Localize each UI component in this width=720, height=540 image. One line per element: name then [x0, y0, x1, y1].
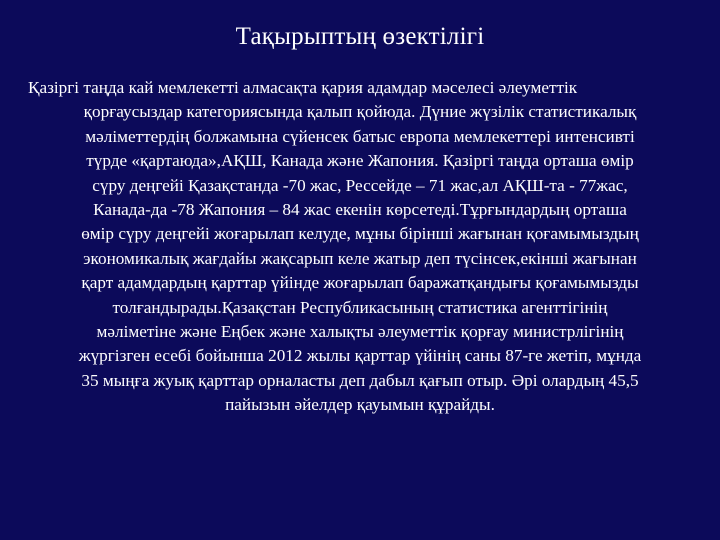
body-line: экономикалық жағдайы жақсарып келе жатыр деп түсінсек,екінші жағынан — [83, 248, 637, 268]
slide-title: Тақырыптың өзектілігі — [235, 23, 485, 50]
body-line: Қазіргі таңда кай мемлекетті алмасақта қария адамдар мәселесі әлеуметтік — [28, 78, 578, 97]
body-line: пайызын әйелдер қауымын құрайды. — [225, 395, 495, 415]
body-line: қарт адамдардың қарттар үйінде жоғарылап баражатқандығы қоғамымызды — [81, 273, 639, 293]
body-line: мәліметіне және Еңбек және халықты әлеуметтік қорғау министрлігінің — [96, 322, 624, 342]
body-line: жүргізген есебі бойынша 2012 жылы қарттар үйінің саны 87-ге жетіп, мұнда — [78, 346, 642, 366]
body-line: өмір сүру деңгейі жоғарылап келуде, мұны бірінші жағынан қоғамымыздың — [81, 224, 639, 244]
body-line: мәліметтердің болжамына сүйенсек батыс европа мемлекеттері интенсивті — [85, 126, 635, 146]
body-line: толғандырады.Қазақстан Республикасының статистика агенттігінің — [112, 297, 608, 317]
body-text — [20, 76, 700, 418]
body-line: қорғаусыздар категориясында қалып қойюда. Дүние жүзілік статистикалық — [83, 102, 637, 122]
body-line: 35 мыңға жуық қарттар орналасты деп дабыл қағып отыр. Әрі олардың 45,5 — [81, 370, 639, 390]
body-line: түрде «қартаюда»,АҚШ, Канада және Жапония. Қазіргі таңда орташа өмір — [86, 151, 634, 171]
body-line: Канада-да -78 Жапония – 84 жас екенін көрсетеді.Тұрғындардың орташа — [93, 200, 627, 220]
body-line: сүру деңгейі Қазақстанда -70 жас, Рессейде – 71 жас,ал АҚШ-та - 77жас, — [92, 175, 628, 195]
